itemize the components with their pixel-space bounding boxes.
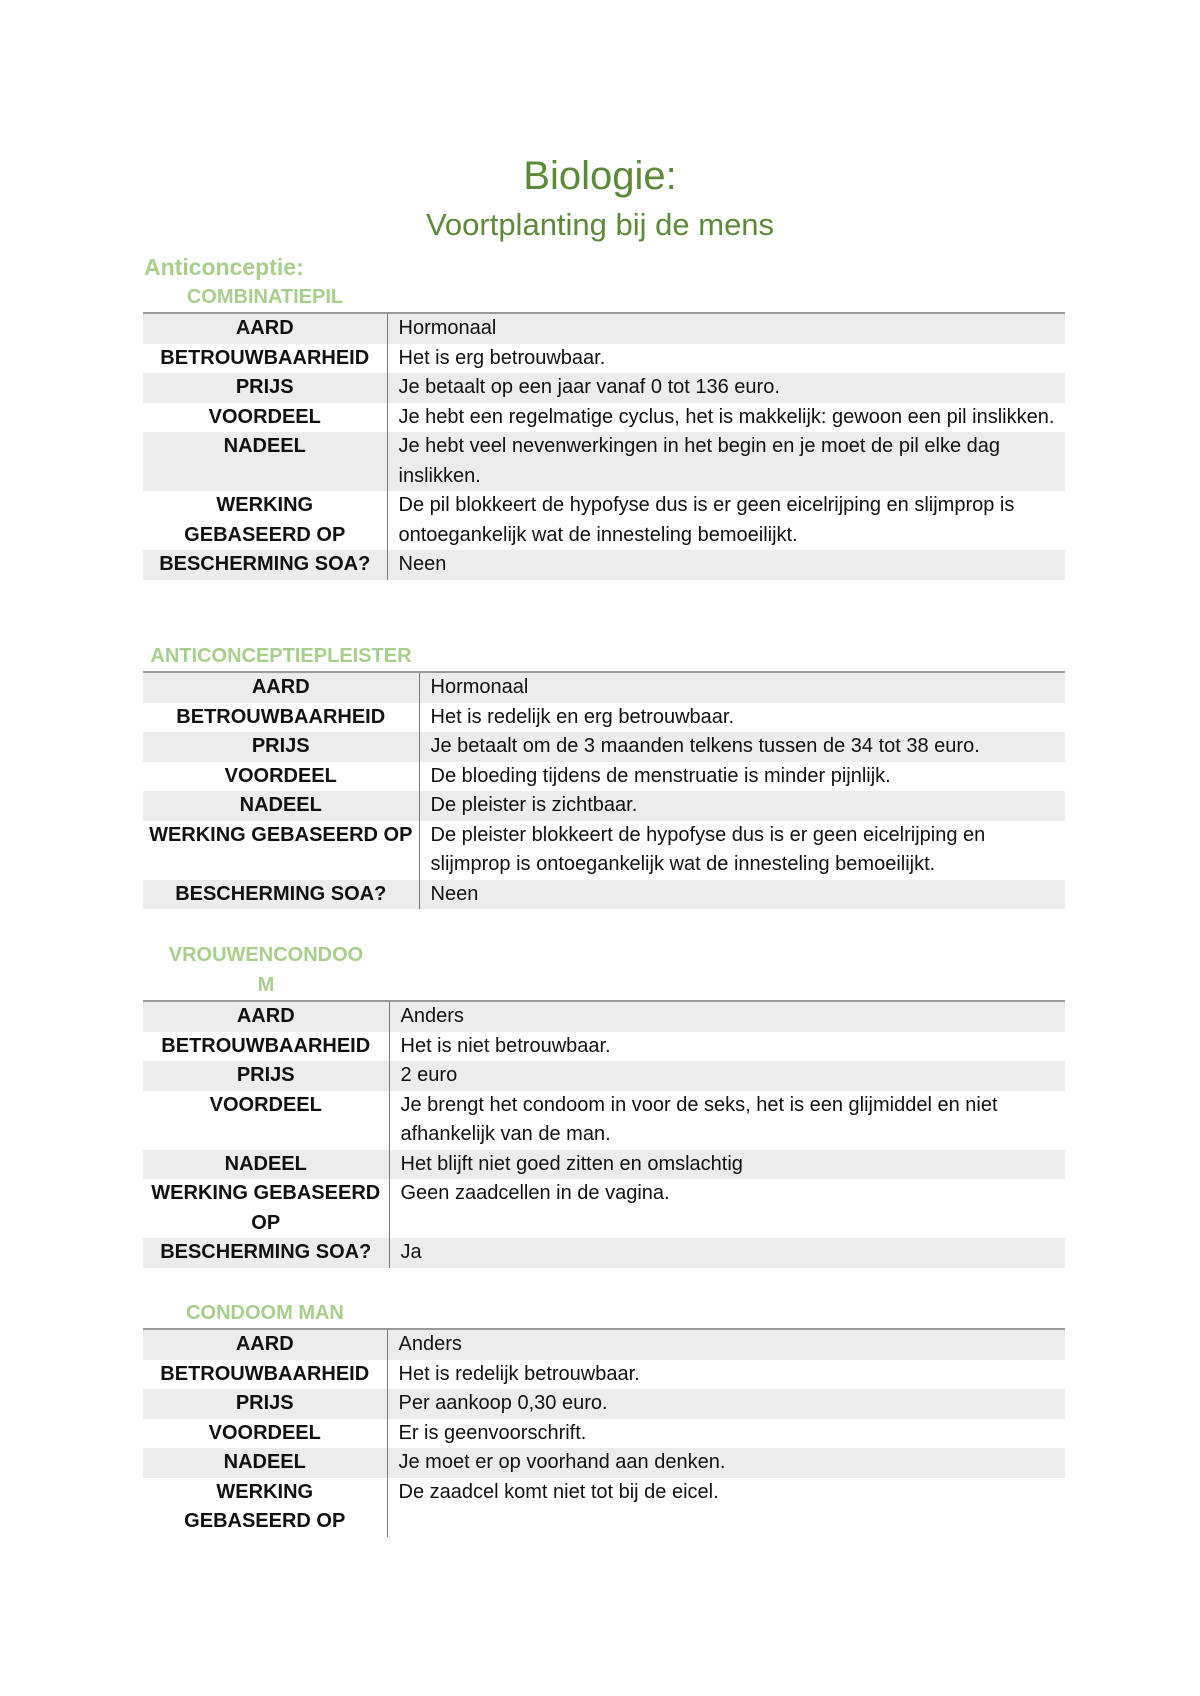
method-title: VROUWENCONDOOM xyxy=(168,944,364,996)
row-value: Je hebt veel nevenwerkingen in het begin en je moet de pil elke dag inslikken. xyxy=(387,432,1065,491)
table-row xyxy=(143,1360,1065,1390)
table-row xyxy=(143,1478,1065,1537)
row-value: Neen xyxy=(387,550,1065,580)
table-row xyxy=(143,1032,1065,1062)
row-value: Anders xyxy=(389,1001,1065,1032)
row-label: NADEEL xyxy=(143,432,387,491)
table-row xyxy=(143,791,1065,821)
row-label: BETROUWBAARHEID xyxy=(143,1360,387,1390)
method-block-vrouwencondoom xyxy=(143,940,1065,1268)
row-label: AARD xyxy=(143,1001,389,1032)
row-value: Het is erg betrouwbaar. xyxy=(398,346,606,369)
row-label: VOORDEEL xyxy=(143,1091,389,1150)
row-value: Het blijft niet goed zitten en omslachtig xyxy=(389,1150,1065,1180)
row-label: BESCHERMING SOA? xyxy=(143,880,419,910)
table-row xyxy=(143,672,1065,703)
method-table xyxy=(143,1000,1065,1268)
table-row xyxy=(143,880,1065,910)
row-value: Je betaalt op een jaar vanaf 0 tot 136 euro. xyxy=(387,373,1065,403)
row-label: BETROUWBAARHEID xyxy=(143,1032,389,1062)
row-value: De zaadcel komt niet tot bij de eicel. xyxy=(398,1480,719,1503)
row-value: Het is niet betrouwbaar. xyxy=(400,1034,611,1057)
row-label: PRIJS xyxy=(143,373,387,403)
row-value: Hormonaal xyxy=(419,672,1065,703)
row-value: Hormonaal xyxy=(387,313,1065,344)
row-value: Het is redelijk en erg betrouwbaar. xyxy=(430,705,734,728)
row-value: Je betaalt om de 3 maanden telkens tussen de 34 tot 38 euro. xyxy=(419,732,1065,762)
table-row xyxy=(143,432,1065,491)
row-label: AARD xyxy=(143,313,387,344)
row-label: BESCHERMING SOA? xyxy=(143,550,387,580)
table-row xyxy=(143,1448,1065,1478)
row-value: De pil blokkeert de hypofyse dus is er geen eicelrijping en slijmprop is ontoegankelijk wat de innesteling bemoeilijkt. xyxy=(398,494,1015,546)
row-value: De pleister blokkeert de hypofyse dus is er geen eicelrijping en slijmprop is ontoegankelijk wat de innesteling bemoeilijkt. xyxy=(430,823,986,875)
row-label: WERKING GEBASEERD OP xyxy=(143,1179,389,1238)
table-row xyxy=(143,703,1065,733)
row-label: AARD xyxy=(143,1329,387,1360)
method-title: CONDOOM MAN xyxy=(186,1302,344,1324)
table-row xyxy=(143,732,1065,762)
row-label: WERKING GEBASEERD OP xyxy=(143,1478,387,1537)
table-row xyxy=(143,373,1065,403)
row-value: De pleister is zichtbaar. xyxy=(419,791,1065,821)
row-label: VOORDEEL xyxy=(143,403,387,433)
row-value: Er is geenvoorschrift. xyxy=(398,1421,587,1444)
row-value: Het is redelijk betrouwbaar. xyxy=(398,1362,640,1385)
method-table xyxy=(143,1328,1065,1537)
row-label: PRIJS xyxy=(143,1061,389,1091)
row-label: WERKING GEBASEERD OP xyxy=(143,491,387,550)
row-label: NADEEL xyxy=(143,1448,387,1478)
table-row xyxy=(143,1001,1065,1032)
table-row xyxy=(143,344,1065,374)
document-subtitle: Voortplanting bij de mens xyxy=(425,207,775,242)
row-value: De bloeding tijdens de menstruatie is minder pijnlijk. xyxy=(430,764,891,787)
method-table xyxy=(143,312,1065,580)
row-value: Per aankoop 0,30 euro. xyxy=(387,1389,1065,1419)
row-value: Je brengt het condoom in voor de seks, het is een glijmiddel en niet afhankelijk van de man. xyxy=(400,1093,998,1145)
row-label: BESCHERMING SOA? xyxy=(143,1238,389,1268)
table-row xyxy=(143,1091,1065,1150)
row-label: BETROUWBAARHEID xyxy=(143,703,419,733)
table-row xyxy=(143,491,1065,550)
row-label: VOORDEEL xyxy=(143,1419,387,1449)
row-label: AARD xyxy=(143,672,419,703)
method-title: COMBINATIEPIL xyxy=(186,286,344,308)
table-row xyxy=(143,1238,1065,1268)
table-row xyxy=(143,1329,1065,1360)
row-label: NADEEL xyxy=(143,1150,389,1180)
row-value: Je moet er op voorhand aan denken. xyxy=(387,1448,1065,1478)
row-label: VOORDEEL xyxy=(143,762,419,792)
table-row xyxy=(143,1419,1065,1449)
row-value: Je hebt een regelmatige cyclus, het is makkelijk: gewoon een pil inslikken. xyxy=(398,405,1055,428)
method-table xyxy=(143,671,1065,909)
row-value: Anders xyxy=(387,1329,1065,1360)
row-label: NADEEL xyxy=(143,791,419,821)
row-label: PRIJS xyxy=(143,1389,387,1419)
section-heading: Anticonceptie: xyxy=(144,254,304,280)
method-block-combinatiepil xyxy=(143,282,1065,580)
method-block-anticonceptiepleister xyxy=(143,641,1065,909)
document-title: Biologie: xyxy=(523,154,677,198)
table-row xyxy=(143,821,1065,880)
table-row xyxy=(143,1389,1065,1419)
row-value: Neen xyxy=(419,880,1065,910)
method-block-condoom-man xyxy=(143,1298,1065,1537)
row-value: Ja xyxy=(389,1238,1065,1268)
table-row xyxy=(143,403,1065,433)
table-row xyxy=(143,1179,1065,1238)
table-row xyxy=(143,550,1065,580)
table-row xyxy=(143,762,1065,792)
row-label: BETROUWBAARHEID xyxy=(143,344,387,374)
row-value: 2 euro xyxy=(389,1061,1065,1091)
table-row xyxy=(143,1061,1065,1091)
table-row xyxy=(143,313,1065,344)
table-row xyxy=(143,1150,1065,1180)
method-title: ANTICONCEPTIEPLEISTER xyxy=(150,645,412,667)
row-label: PRIJS xyxy=(143,732,419,762)
row-label: WERKING GEBASEERD OP xyxy=(143,821,419,880)
row-value: Geen zaadcellen in de vagina. xyxy=(400,1182,670,1204)
